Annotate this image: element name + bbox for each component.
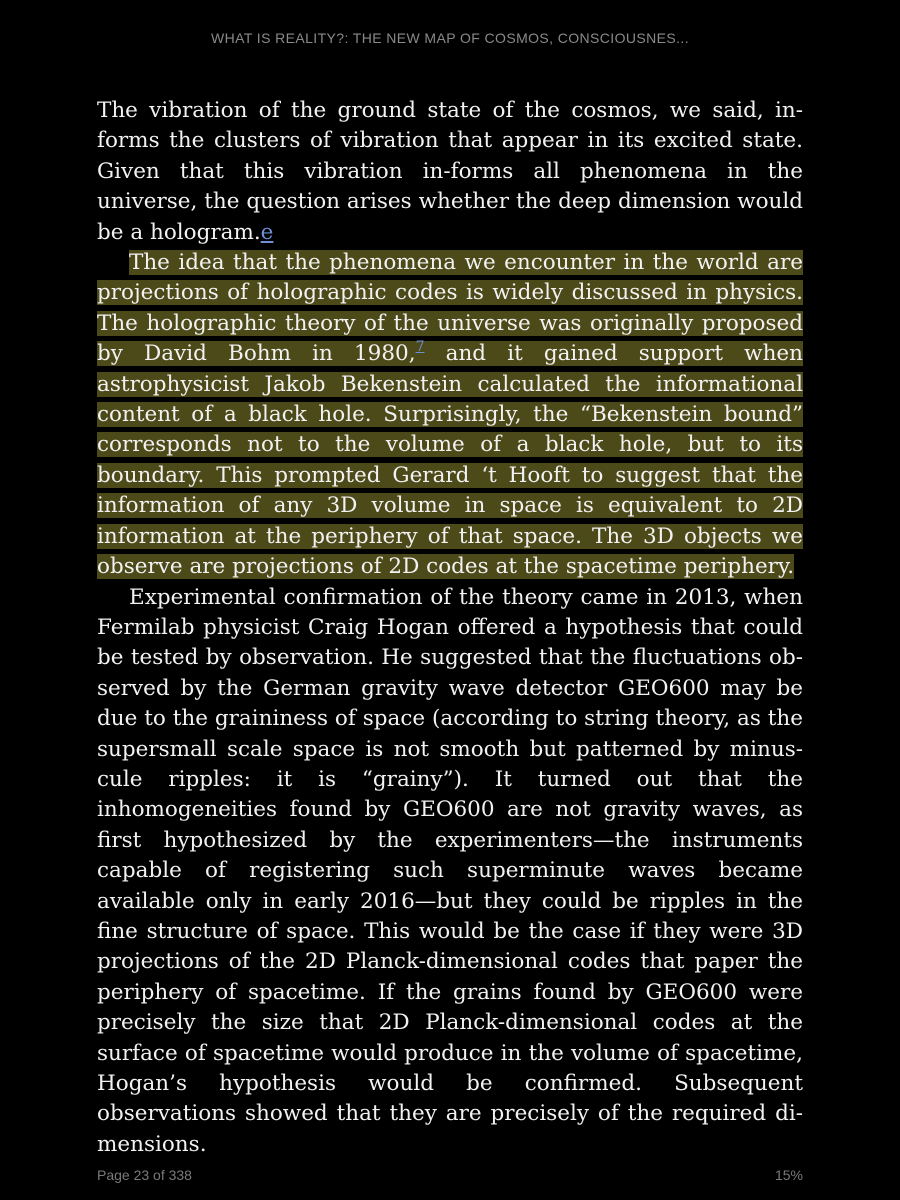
book-title-header: WHAT IS REALITY?: THE NEW MAP OF COSMOS, CONSCIOUSNES... <box>211 30 689 46</box>
page-content <box>97 96 803 1160</box>
paragraph-1-text: The vibration of the ground state of the cosmos, we said, in-forms the clusters of vibration that appear in its excited state. Given that this vibration in-forms all phenomena in the universe, the question arises whether the deep dimension would be a hologram. <box>97 98 803 245</box>
page-number: Page 23 of 338 <box>97 1167 192 1183</box>
highlight[interactable] <box>97 250 803 579</box>
paragraph-2-highlighted <box>97 248 803 582</box>
paragraph-1 <box>97 96 803 248</box>
paragraph-2-text-part1: The idea that the phenomena we encounter in the world are projections of holographic codes is widely discussed in physics. The holographic theory of the universe was originally proposed by David Bohm in 1980, <box>97 250 803 367</box>
reading-progress: 15% <box>774 1167 803 1183</box>
footnote-link-7[interactable]: 7 <box>415 339 425 356</box>
paragraph-3-text: Experimental confirmation of the theory came in 2013, when Fermilab physicist Craig Hogan offered a hypothesis that could be tested by observation. He suggested that the fluctuations observed by the German gravity wave detector GEO600 may be due to the graininess of space (according to string theory, as the supersmall scale space is not smooth but patterned by minuscule ripples: it is “grainy”). It turned out that the inhomogeneities found by GEO600 are not gravity waves, as first hypothesized by the experimenters—the instruments capable of registering such superminute waves became available only in early 2016—but they could be ripples in the fine structure of space. This would be the case if they were 3D projections of the 2D Planck-dimensional codes that paper the periphery of spacetime. If the grains found by GEO600 were precisely the size that 2D Planck-dimensional codes at the surface of spacetime would produce in the volume of spacetime, Hogan’s hypothesis would be confirmed. Subsequent observations showed that they are precisely of the required dimensions. <box>97 584 803 1157</box>
endnote-link-e[interactable]: e <box>260 219 274 245</box>
paragraph-2-text-part2: and it gained support when astrophysicist Jakob Bekenstein calculated the informational content of a black hole. Surprisingly, the “Bekenstein bound” corresponds not to the volume of a black hole, but to its boundary. This prompted Gerard ‘t Hooft to suggest that the information of any 3D volume in space is equivalent to 2D information at the periphery of that space. The 3D objects we observe are projections of 2D codes at the spacetime periphery. <box>97 341 803 580</box>
paragraph-3 <box>97 583 803 1161</box>
